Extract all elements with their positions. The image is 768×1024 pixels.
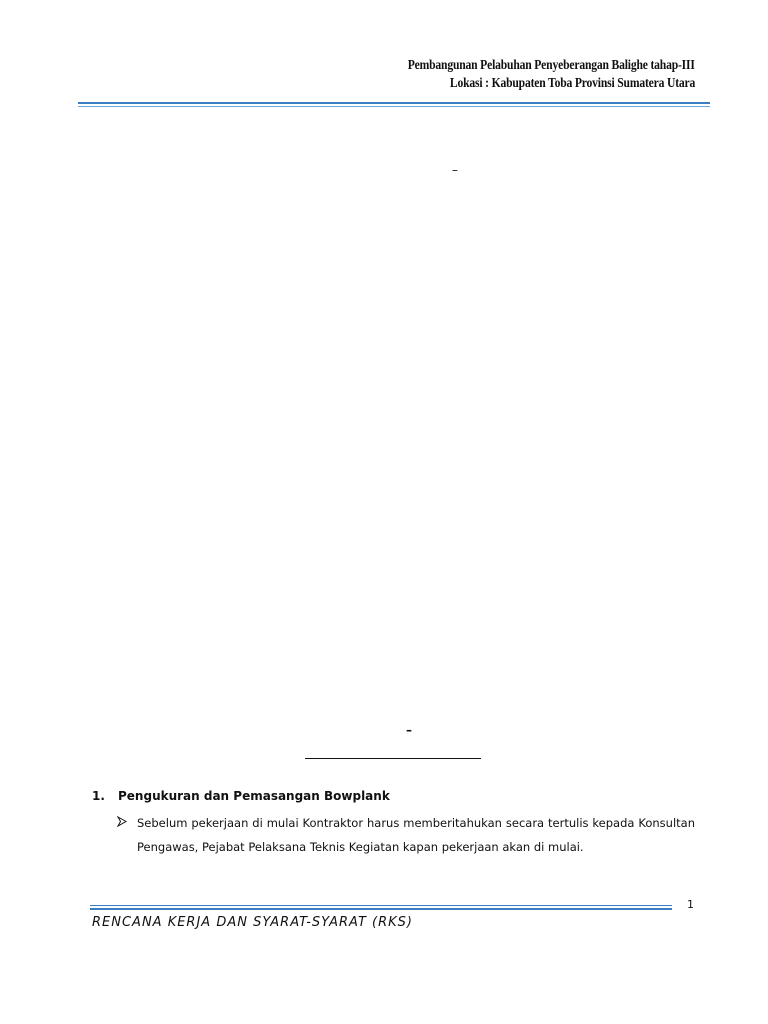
top-dash: – xyxy=(452,163,458,177)
arrow-bullet-icon xyxy=(117,811,133,835)
section-heading-text: Pengukuran dan Pemasangan Bowplank xyxy=(118,789,390,803)
footer-divider-thick xyxy=(90,908,672,910)
header-location: Lokasi : Kabupaten Toba Provinsi Sumatera Utara xyxy=(449,75,695,90)
bullet-text: Sebelum pekerjaan di mulai Kontraktor harus memberitahukan secara tertulis kepada Konsultan Pengawas, Pejabat Pelaksana Teknis Kegiatan kapan pekerjaan akan di mulai. xyxy=(137,816,695,854)
bullet-item xyxy=(117,811,695,859)
title-dash: – xyxy=(406,723,412,737)
page-number: 1 xyxy=(687,898,694,911)
header-project-title: Pembangunan Pelabuhan Penyeberangan Balighe tahap-III xyxy=(408,57,695,72)
header-divider-thick xyxy=(78,102,710,104)
footer-document-title: RENCANA KERJA DAN SYARAT-SYARAT (RKS) xyxy=(92,915,414,930)
section-number: 1. xyxy=(92,789,105,803)
footer-divider-thin xyxy=(90,905,672,906)
title-underline xyxy=(305,758,481,759)
section-heading xyxy=(92,789,390,803)
header-divider-thin xyxy=(78,106,710,107)
